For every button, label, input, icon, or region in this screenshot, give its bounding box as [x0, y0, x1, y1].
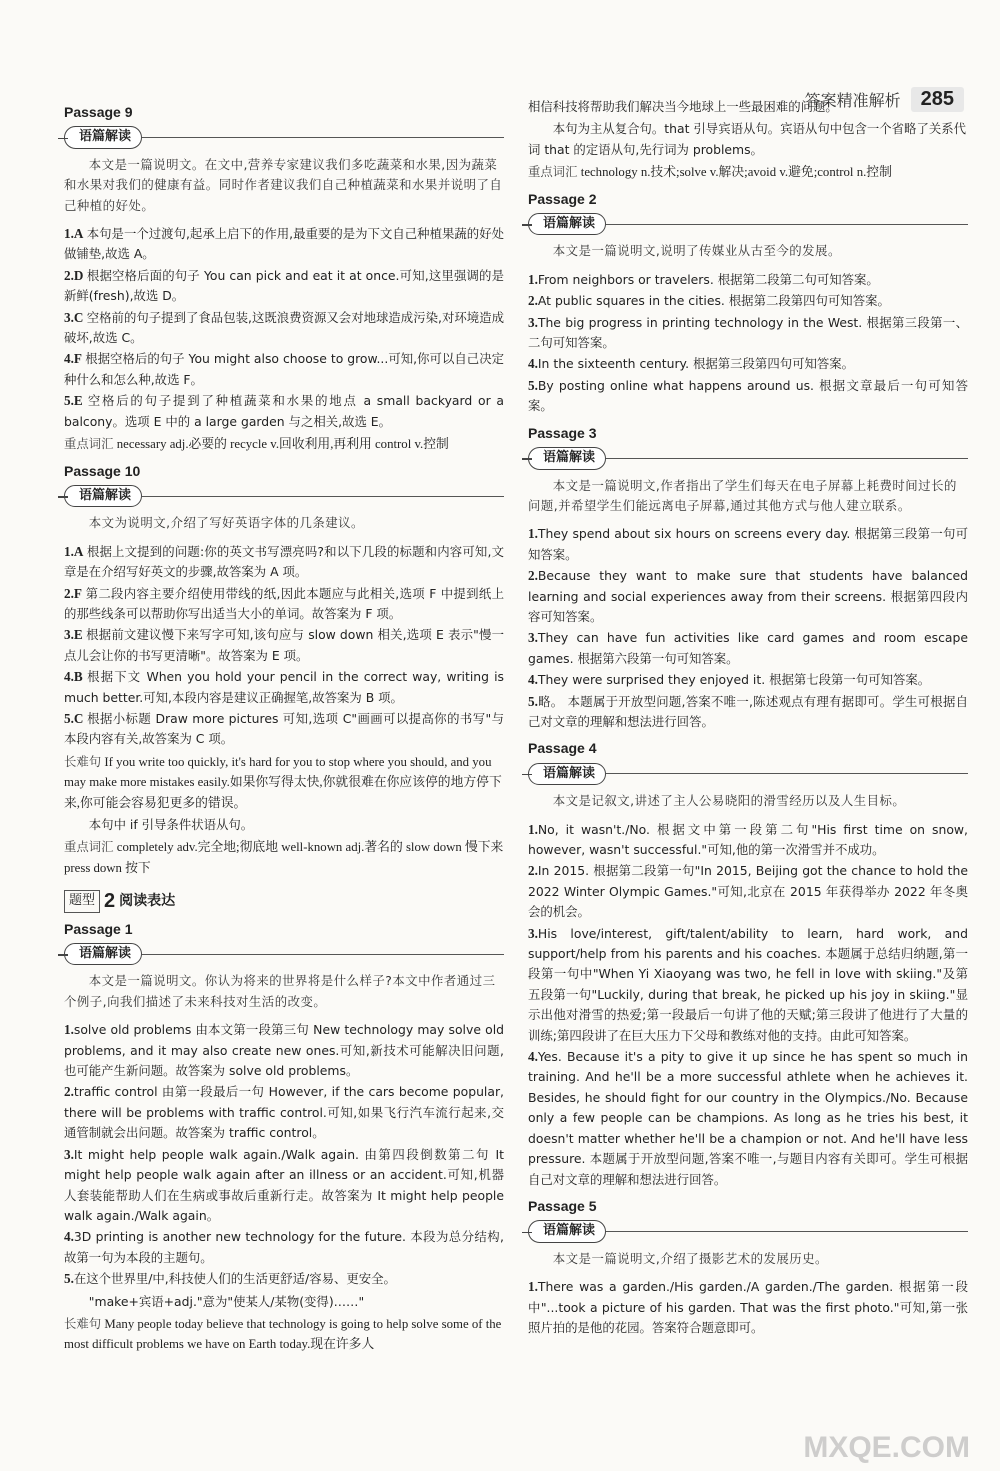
answer-item: 3.They can have fun activities like card games and room escape games. 根据第六段第一句可知答案。: [528, 630, 968, 666]
answer-item: 2.Because they want to make sure that students have balanced learning and social experiences away from their screens. 根据第四段内容可知答案。: [528, 568, 968, 624]
reading-tag-label: 语篇解读: [64, 485, 142, 507]
passage-title: Passage 3: [528, 424, 597, 441]
answer-item: 5.E 空格后的句子提到了种植蔬菜和水果的地点 a small backyard or a balcony。选项 E 中的 a large garden 与之相关,故选 E。: [64, 393, 505, 429]
passage-title: Passage 2: [528, 190, 597, 207]
watermark-logo: MXQE.COM: [803, 1431, 970, 1464]
passage-summary: 本文是一篇说明文,介绍了摄影艺术的发展历史。: [552, 1250, 828, 1266]
answer-item: 2.D 根据空格后面的句子 You can pick and eat it at once.可知,这里强调的是新鲜(fresh),故选 D。: [64, 267, 505, 304]
answer-item: 1.They spend about six hours on screens every day. 根据第三段第一句可知答案。: [528, 526, 968, 562]
answer-item: 3.His love/interest, gift/talent/ability to learn, hard work, and support/help from his parents and his coaches. 本题属于总结归纳题,第一段第一句中"When Yi Xiaoyang was two, he fell in love with skiing."及第五段第一句"Luckily, during that break, he picked up his joy in skiing."显示出他对滑雪的热爱;第一段最后一句讲了他的天赋;第三段讲了他进行了大量的训练;第四段讲了在巨大压力下父母和教练对他的支持。由此可知答案。: [528, 925, 968, 1043]
answer-item: 5.By posting online what happens around us. 根据文章最后一句可知答案。: [528, 377, 968, 414]
answer-item: 3.The big progress in printing technology in the West. 根据第三段第一、二句可知答案。: [528, 314, 968, 351]
answer-item: 1.A 本句是一个过渡句,起承上启下的作用,最重要的是为下文自己种植果蔬的好处做铺垫,故选 A。: [64, 226, 504, 262]
left-column: [64, 96, 504, 1357]
reading-tag-label: 语篇解读: [528, 1220, 606, 1242]
passage-title: Passage 1: [64, 920, 133, 937]
answer-item: 3.It might help people walk again./Walk again. 由第四段倒数第二句 It might help people walk again after an illness or an accident.可知,机器人套装能帮助人们在生病或事故后重新行走。故答案为 It might help people walk again./Walk again。: [64, 1146, 504, 1223]
reading-tag-label: 语篇解读: [64, 126, 142, 148]
answer-item: 4.3D printing is another new technology for the future. 本段为总分结构,故第一句为本段的主题句。: [64, 1229, 504, 1265]
reading-tag: [64, 126, 504, 148]
vocab-note: 重点词汇 completely adv.完全地;彻底地 well-known adj.著名的 slow down 慢下来 press down 按下: [64, 839, 504, 875]
answer-item: 5.C 根据小标题 Draw more pictures 可知,选项 C"画画可以提高你的书写"与本段内容有关,故答案为 C 项。: [64, 710, 505, 747]
answer-item: 5.在这个世界里/中,科技使人们的生活更舒适/容易、更安全。: [64, 1271, 396, 1287]
answer-item: 2.traffic control 由第一段最后一句 However, if the cars become popular, there will be problems with traffic control.可知,如果飞行汽车流行起来,交通管制就会出问题。故答案为 traffic control。: [64, 1084, 504, 1141]
answer-item: 4.In the sixteenth century. 根据第三段第四句可知答案。: [528, 356, 855, 372]
reading-tag: [528, 1220, 968, 1242]
answer-item: 5.略。 本题属于开放型问题,答案不唯一,陈述观点有理有据即可。学生可根据自己对文章的理解和想法进行回答。: [528, 693, 968, 729]
passage-title: Passage 10: [64, 462, 141, 479]
passage-title: Passage 9: [64, 104, 133, 120]
reading-tag-label: 语篇解读: [528, 763, 606, 785]
answer-item: 1.There was a garden./His garden./A garden./The garden. 根据第一段中"...took a picture of his garden. That was the first photo."可知,第一张照片拍的是他的花园。答案符合题意即可。: [528, 1279, 968, 1335]
passage-title: Passage 4: [528, 740, 597, 757]
reading-tag-label: 语篇解读: [528, 447, 606, 469]
passage-summary: 本文是一篇说明文。在文中,营养专家建议我们多吃蔬菜和水果,因为蔬菜和水果对我们的健康有益。同时作者建议我们自己种植蔬菜和水果并说明了自己种植的好处。: [64, 156, 503, 213]
answer-item: 2.In 2015. 根据第二段第一句"In 2015, Beijing got the chance to hold the 2022 Winter Olympic Games."可知,北京在 2015 年获得举办 2022 年冬奥会的机会。: [528, 863, 968, 920]
answer-item: 4.B 根据下文 When you hold your pencil in the correct way, writing is much better.可知,本段内容是建议正确握笔,故答案为 B 项。: [64, 669, 505, 705]
answer-item: 2.F 第二段内容主要介绍使用带线的纸,因此本题应与此相关,选项 F 中提到纸上的那些线条可以帮助你写出适当大小的单词。故答案为 F 项。: [64, 585, 504, 621]
grammar-note: 本句中 if 引导条件状语从句。: [88, 817, 254, 832]
reading-tag: [64, 943, 504, 965]
continued-text: 相信科技将帮助我们解决当今地球上一些最困难的问题。: [528, 99, 838, 114]
answer-item: 1.From neighbors or travelers. 根据第二段第二句可知答案。: [528, 271, 879, 287]
grammar-note: "make+宾语+adj."意为"使某人/某物(变得)……": [88, 1293, 365, 1309]
answer-item: 2.At public squares in the cities. 根据第二段第四句可知答案。: [528, 293, 890, 309]
passage-summary: 本文是一篇说明文,作者指出了学生们每天在电子屏幕上耗费时间过长的问题,并希望学生们能远离电子屏幕,通过其他方式与他人建立联系。: [528, 477, 957, 513]
passage-summary: 本文是记叙文,讲述了主人公易晓阳的滑雪经历以及人生目标。: [552, 793, 906, 809]
passage-summary: 本文为说明文,介绍了写好英语字体的几条建议。: [88, 515, 364, 531]
answer-item: 3.C 空格前的句子提到了食品包装,这既浪费资源又会对地球造成污染,对环境造成破坏,故选 C。: [64, 309, 504, 346]
passage-summary: 本文是一篇说明文。你认为将来的世界将是什么样子?本文中作者通过三个例子,向我们描述了未来科技对生活的改变。: [64, 973, 496, 1009]
right-column: [528, 96, 968, 1339]
reading-tag: [528, 213, 968, 235]
header-title: 答案精准解析: [804, 90, 901, 110]
answer-item: 4.F 根据空格后的句子 You might also choose to grow...可知,你可以自己决定种什么和怎么种,故选 F。: [64, 351, 505, 387]
grammar-note: 本句为主从复合句。that 引导宾语从句。宾语从句中包含一个省略了关系代词 that 的定语从句,先行词为 problems。: [528, 121, 967, 157]
long-sentence: 长难句 If you write too quickly, it's hard for you to stop where you should, and you may make more mistakes easily.如果你写得太快,你就很难在你应该停的地方停下来,你可能会容易犯更多的错误。: [64, 753, 502, 810]
passage-summary: 本文是一篇说明文,说明了传媒业从古至今的发展。: [552, 243, 841, 259]
answer-item: 1.solve old problems 由本文第一段第三句 New technology may solve old problems, and it may also create new ones.可知,新技术可能解决旧问题,也可能产生新问题。故答案为 solve old problems。: [64, 1022, 504, 1079]
answer-item: 1.No, it wasn't./No. 根据文中第一段第二句"His first time on snow, however, wasn't successful."可知,他的第一次滑雪并不成功。: [528, 821, 968, 857]
answer-item: 4.Yes. Because it's a pity to give it up since he has spent so much in training. And he'll be a more successful athlete when he achieves it. Besides, he should fight for our country in the Olympics./No. Because only a few people can be champions. As long as he tries his best, it doesn't matter whether he'll be a champion or not. And he'll have less pressure. 本题属于开放型问题,答案不唯一,与题目内容有关即可。学生可根据自己对文章的理解和想法进行回答。: [528, 1049, 968, 1187]
passage-title: Passage 5: [528, 1197, 597, 1214]
long-sentence: 长难句 Many people today believe that technology is going to help solve some of the most difficult problems we have on Earth today.现在许多人: [64, 1315, 502, 1352]
reading-tag: [528, 447, 968, 469]
vocab-note: 重点词汇 technology n.技术;solve v.解决;avoid v.避免;control n.控制: [528, 164, 892, 180]
reading-tag-label: 语篇解读: [64, 943, 142, 965]
answer-item: 4.They were surprised they enjoyed it. 根据第七段第一句可知答案。: [528, 672, 931, 688]
reading-tag-label: 语篇解读: [528, 213, 606, 235]
question-type-heading: 题型 2 阅读表达: [64, 890, 504, 912]
reading-tag: [64, 485, 504, 507]
vocab-note: 重点词汇 necessary adj.必要的 recycle v.回收利用,再利用 control v.控制: [64, 436, 449, 452]
answer-item: 3.E 根据前文建议慢下来写字可知,该句应与 slow down 相关,选项 E 表示"慢一点儿会让你的书写更清晰"。故答案为 E 项。: [64, 627, 504, 663]
answer-item: 1.A 根据上文提到的问题:你的英文书写漂亮吗?和以下几段的标题和内容可知,文章是在介绍写好英文的步骤,故答案为 A 项。: [64, 543, 504, 580]
reading-tag: [528, 763, 968, 785]
page-number: 285: [911, 87, 964, 112]
